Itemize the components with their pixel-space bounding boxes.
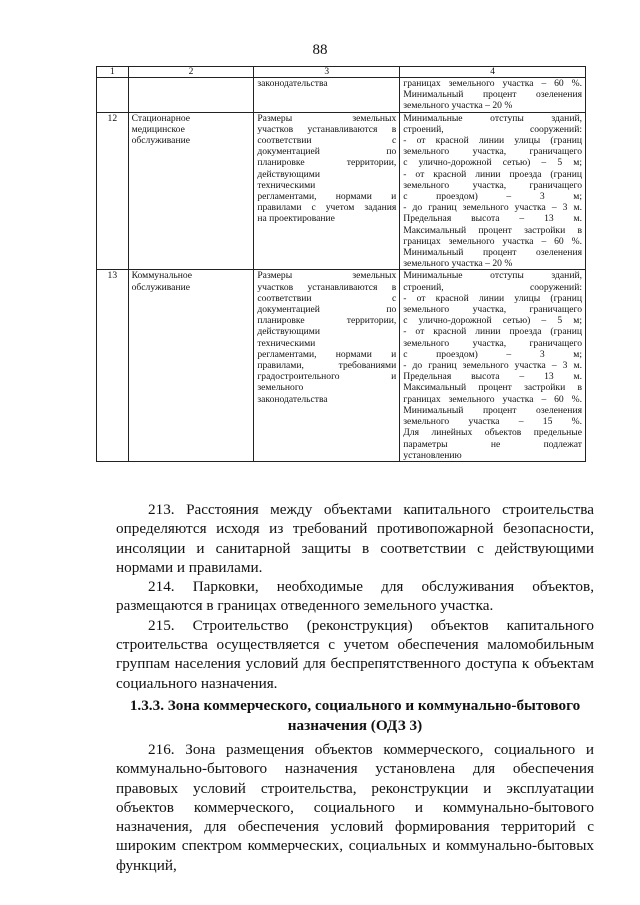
header-cell: 2 <box>128 67 254 78</box>
section-heading: 1.3.3. Зона коммерческого, социального и коммунально-бытового назначения (ОДЗ 3) <box>129 697 581 734</box>
table-row-12 <box>97 112 586 270</box>
cell-text-line: Размеры земельных <box>257 270 397 282</box>
cell-text-line: медицинское <box>131 123 185 135</box>
cell-name <box>128 112 254 270</box>
cell-text-line: земельного участка, граничащего <box>403 304 582 316</box>
cell-text-line: - от красной линии улицы (границ <box>403 135 582 147</box>
cell-text-line: планировке территории, <box>257 315 397 327</box>
cell-params <box>254 270 400 461</box>
cell-text-line: документацией по <box>257 304 397 316</box>
cell-text-line: планировке территории, <box>257 157 397 169</box>
cell-text-line: документацией по <box>257 146 397 158</box>
cell-text-line: строений, сооружений: <box>403 281 582 293</box>
cell-text-line: земельного участка, граничащего <box>403 179 582 191</box>
paragraph-215: 215. Строительство (реконструкция) объектов капитального строительства осуществляется с учетом обеспечения маломобильным группам населения условий для беспрепятственного доступа к объектам социального назначения. <box>116 616 594 692</box>
cell-text-line: действующими <box>257 326 320 338</box>
header-cell: 3 <box>254 67 400 78</box>
cell-num: 12 <box>97 112 129 270</box>
cell-text-line: правилами, требованиями <box>257 360 397 372</box>
cell-text-line: земельного участка – 20 % <box>403 100 513 112</box>
paragraph-213: 213. Расстояния между объектами капитального строительства определяются исходя из требований противопожарной безопасности, инсоляции и санитарной защиты в соответствии с действующими нормами и правилами. <box>116 501 594 576</box>
cell-text-line: обслуживание <box>131 281 190 293</box>
cell-text-line: правилами с учетом задания <box>257 202 397 214</box>
cell-text-line: - от красной линии проезда (границ <box>403 168 582 180</box>
cell-text-line: Максимальный процент застройки в <box>403 224 582 236</box>
cell-text-line: Коммунальное <box>131 270 193 282</box>
paragraph-block-216 <box>116 740 594 875</box>
cell-text-line: границах земельного участка – 60 %. <box>403 393 582 405</box>
cell-text-line: участков устанавливаются в <box>257 281 397 293</box>
cell-text-line: земельного участка – 20 % <box>403 258 513 270</box>
cell-text-line: Размеры земельных <box>257 112 397 124</box>
cell-text-line: Предельная высота – 13 м. <box>403 371 582 383</box>
cell-text-line: законодательства <box>257 78 328 89</box>
cell-num <box>97 78 129 113</box>
cell-text-line: земельного участка – 15 %. <box>403 416 582 428</box>
cell-text-line: - от красной линии проезда (границ <box>403 326 582 338</box>
page-number: 88 <box>312 42 328 58</box>
cell-text-line: установлению <box>403 449 462 461</box>
cell-limits <box>400 270 586 461</box>
cell-text-line: Стационарное <box>131 112 191 124</box>
cell-name <box>128 78 254 113</box>
paragraph-214: 214. Парковки, необходимые для обслуживания объектов, размещаются в границах отведенного земельного участка. <box>116 578 594 615</box>
cell-text-line: земельного <box>257 382 304 394</box>
cell-text-line: Минимальный процент озеленения <box>403 89 582 101</box>
table-row-continued <box>97 78 586 113</box>
cell-text-line: параметры не подлежат <box>403 438 582 450</box>
cell-text-line: - до границ земельного участка – 3 м. <box>403 360 582 372</box>
cell-limits <box>400 78 586 113</box>
cell-text-line: с проездом) – 3 м; <box>403 191 582 203</box>
cell-text-line: действующими <box>257 168 320 180</box>
header-cell: 1 <box>97 67 129 78</box>
cell-text-line: соответствии с <box>257 135 397 147</box>
cell-text-line: участков устанавливаются в <box>257 123 397 135</box>
cell-params <box>254 78 400 113</box>
cell-text-line: соответствии с <box>257 292 397 304</box>
cell-text-line: с улично-дорожной сетью) – 5 м; <box>403 315 582 327</box>
cell-text-line: с улично-дорожной сетью) – 5 м; <box>403 157 582 169</box>
cell-text-line: Для линейных объектов предельные <box>403 427 582 439</box>
table-header-row <box>97 67 586 78</box>
paragraph-216: 216. Зона размещения объектов коммерческого, социального и коммунально-бытового назначения установлена для обеспечения правовых условий строительства, реконструкции и эксплуатации объектов коммерческого, социального и коммунально-бытового назначения, для обеспечения условий формирования территорий с широким спектром коммерческих, социальных и коммунально-бытовых функций, <box>116 741 594 874</box>
cell-text-line: - до границ земельного участка – 3 м. <box>403 202 582 214</box>
cell-text-line: техническими <box>257 337 316 349</box>
table-row-13 <box>97 270 586 461</box>
cell-text-line: на проектирование <box>257 213 335 225</box>
cell-text-line: регламентами, нормами и <box>257 191 397 203</box>
cell-limits <box>400 112 586 270</box>
cell-text-line: земельного участка, граничащего <box>403 146 582 158</box>
zoning-table <box>96 66 586 462</box>
paragraphs-block <box>116 500 594 693</box>
cell-text-line: Минимальные отступы зданий, <box>403 270 582 282</box>
cell-text-line: Минимальный процент озеленения <box>403 404 582 416</box>
cell-text-line: законодательства <box>257 393 328 405</box>
cell-text-line: Минимальный процент озеленения <box>403 247 582 259</box>
cell-text-line: Минимальные отступы зданий, <box>403 112 582 124</box>
cell-text-line: строений, сооружений: <box>403 123 582 135</box>
cell-num: 13 <box>97 270 129 461</box>
cell-text-line: техническими <box>257 179 316 191</box>
cell-text-line: с проездом) – 3 м; <box>403 348 582 360</box>
cell-text-line: границах земельного участка – 60 %. <box>403 78 582 89</box>
cell-text-line: градостроительного и <box>257 371 397 383</box>
cell-text-line: регламентами, нормами и <box>257 348 397 360</box>
header-cell: 4 <box>400 67 586 78</box>
cell-params <box>254 112 400 270</box>
cell-text-line: обслуживание <box>131 135 190 147</box>
cell-text-line: земельного участка, граничащего <box>403 337 582 349</box>
cell-text-line: Максимальный процент застройки в <box>403 382 582 394</box>
cell-text-line: границах земельного участка – 60 %. <box>403 235 582 247</box>
cell-name <box>128 270 254 461</box>
cell-text-line: Предельная высота – 13 м. <box>403 213 582 225</box>
cell-text-line: - от красной линии улицы (границ <box>403 292 582 304</box>
